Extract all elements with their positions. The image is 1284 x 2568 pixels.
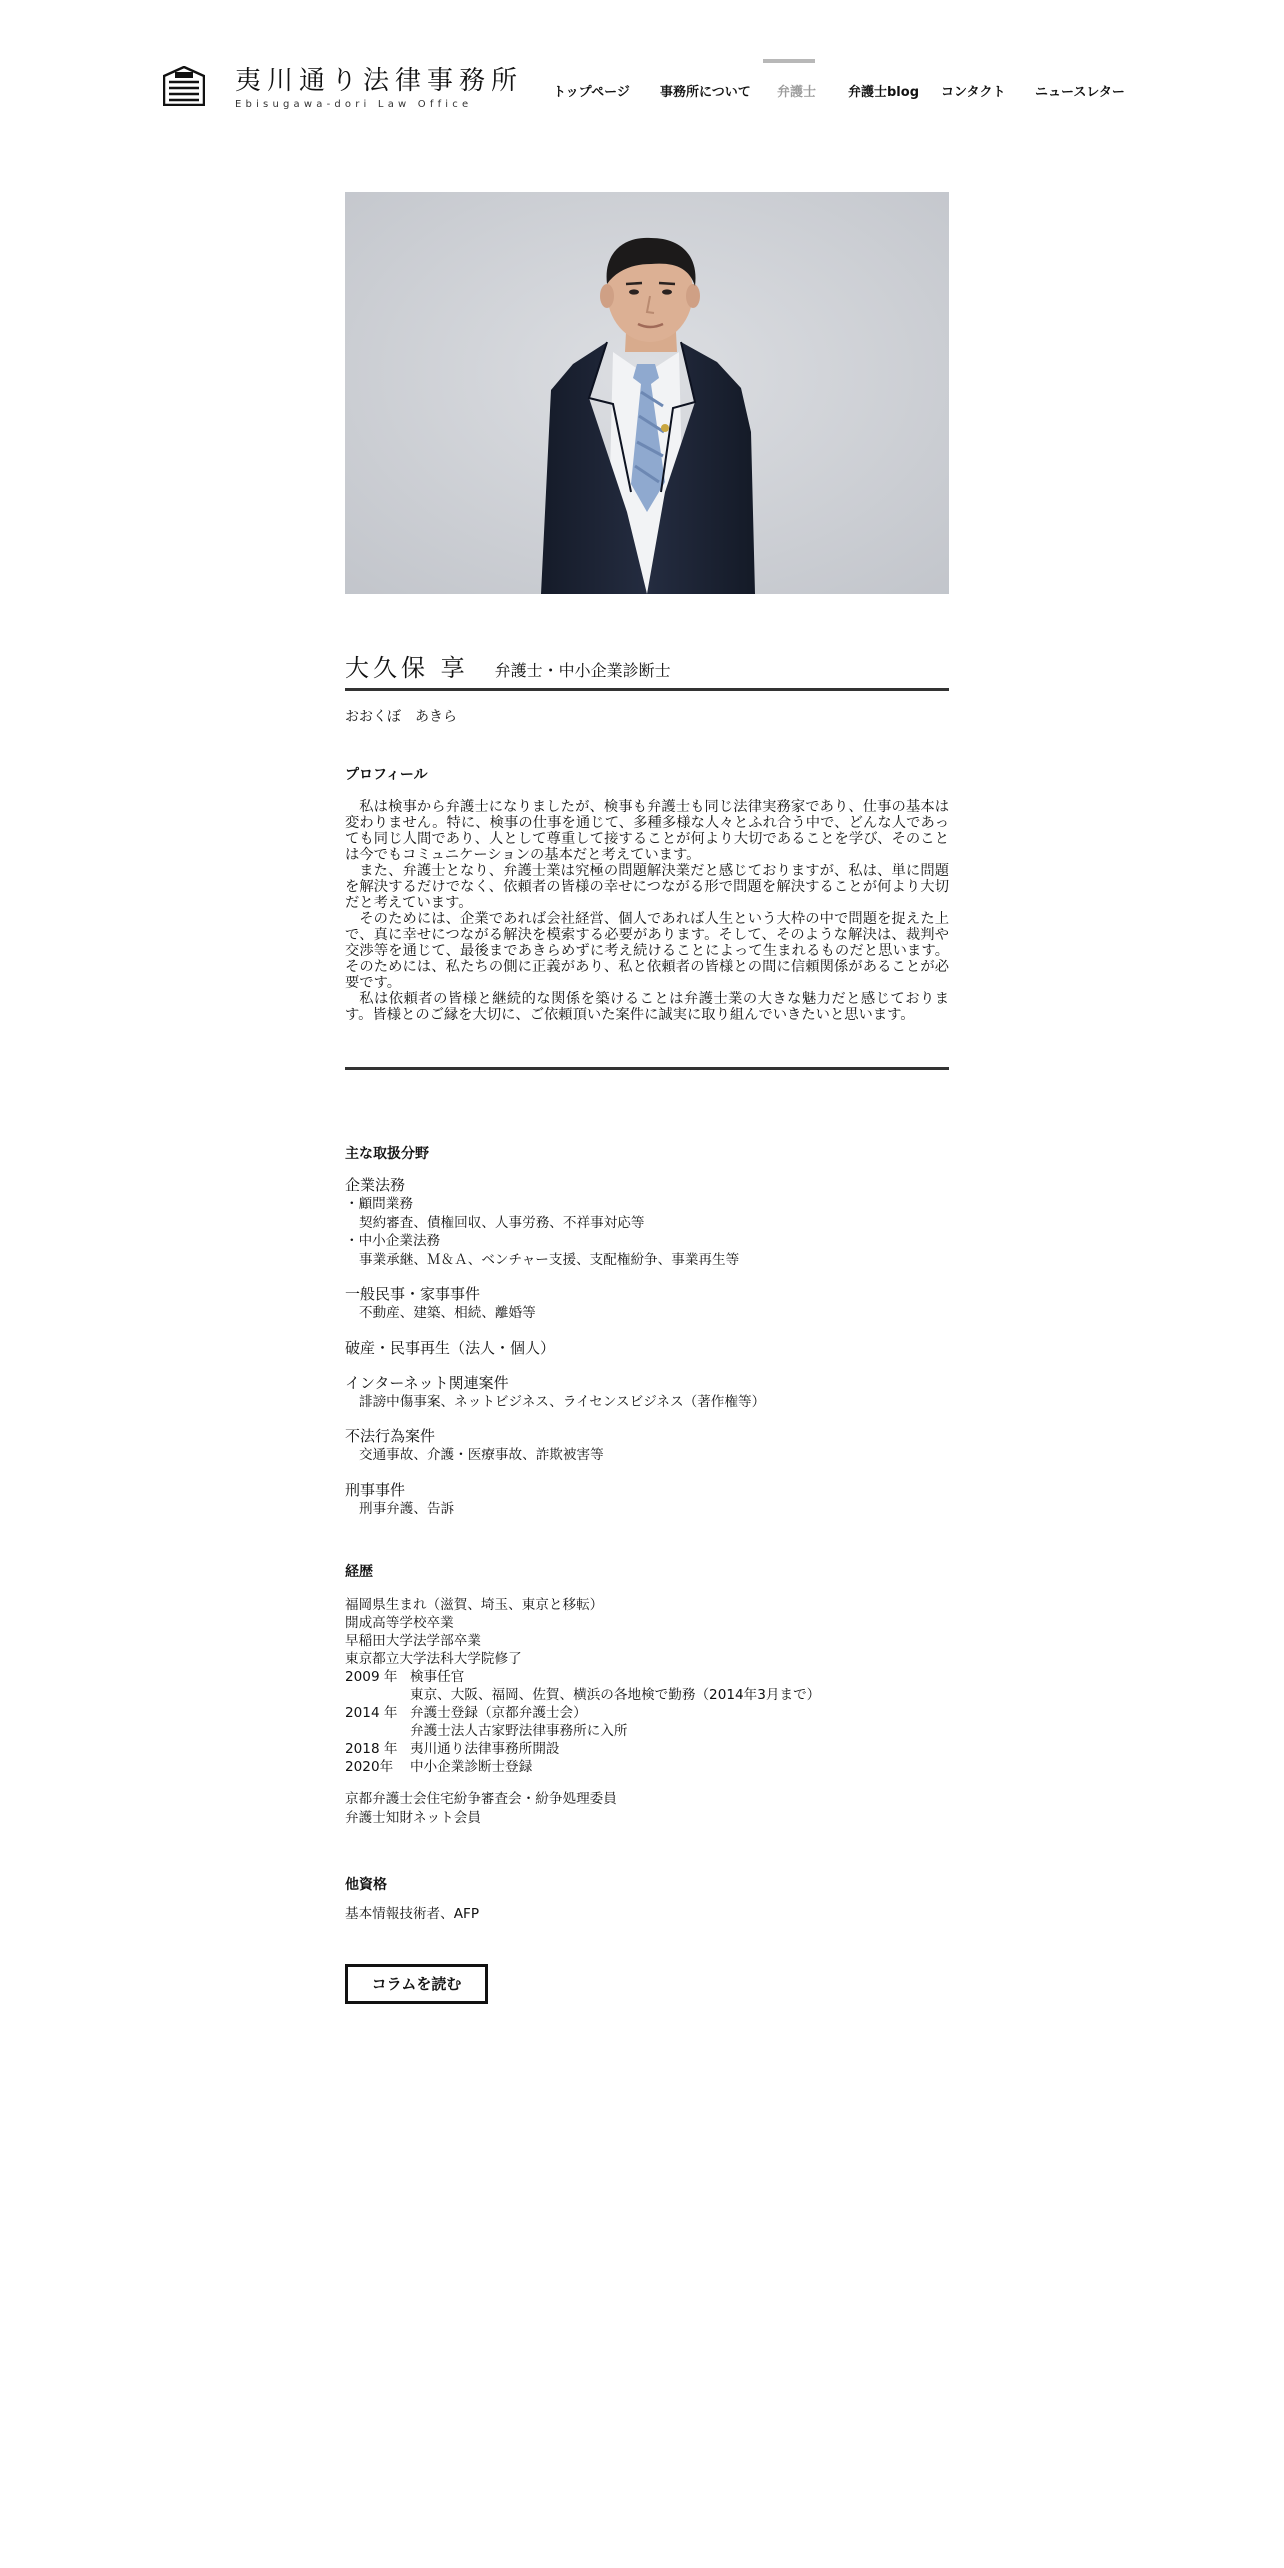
practice-line: 事業承継、Ｍ＆Ａ、ベンチャー支援、支配権紛争、事業再生等	[359, 1251, 740, 1268]
practice-group	[345, 1285, 949, 1323]
career-row	[345, 1668, 949, 1686]
practice-line: ・中小企業法務	[345, 1233, 441, 1249]
lawyer-portrait-photo	[345, 192, 949, 594]
lawyer-name-kana: おおくぼ あきら	[345, 709, 457, 725]
lawyer-title: 弁護士・中小企業診断士	[494, 661, 671, 680]
profile-heading: プロフィール	[345, 767, 428, 783]
nav-item-lawyers[interactable]: 弁護士	[777, 85, 817, 100]
nav-item-contact[interactable]: コンタクト	[941, 85, 1006, 100]
career-year: 2020年	[345, 1759, 394, 1775]
practice-group	[345, 1427, 949, 1465]
career-row	[345, 1650, 949, 1668]
nav-item-blog[interactable]: 弁護士blog	[848, 85, 919, 100]
practice-line: 不動産、建築、相続、離婚等	[359, 1305, 536, 1321]
career-row	[345, 1632, 949, 1650]
practice-group	[345, 1339, 949, 1358]
practice-title: 一般民事・家事事件	[345, 1285, 481, 1303]
practice-title: 企業法務	[345, 1176, 406, 1194]
divider	[345, 688, 949, 691]
lawyer-profile-content	[345, 648, 949, 2004]
membership-list	[345, 1790, 949, 1827]
career-text: 夷川通り法律事務所開設	[410, 1741, 560, 1757]
practice-line: 契約審査、債権回収、人事労務、不祥事対応等	[359, 1214, 645, 1231]
membership-item: 京都弁護士会住宅紛争審査会・紛争処理委員	[345, 1791, 617, 1807]
career-heading: 経歴	[345, 1564, 373, 1580]
practice-line: 誹謗中傷事案、ネットビジネス、ライセンスビジネス（著作権等）	[359, 1393, 766, 1410]
brand-title: 夷川通り法律事務所	[235, 66, 524, 96]
career-row	[345, 1614, 949, 1632]
button-row	[345, 1964, 949, 2004]
nav-active-indicator	[763, 59, 815, 63]
practice-heading: 主な取扱分野	[345, 1146, 429, 1162]
profile-paragraph: そのためには、企業であれば会社経営、個人であれば人生という大枠の中で問題を捉えた上で、真に幸せにつながる解決を模索する必要があります。そして、そのような解決は、裁判や交渉等を通じて、最後まであきらめずに考え続けることによって生まれるものだと思います。そのためには、私たちの側に正義があり、私と依頼者の皆様との間に信頼関係があることが必要です。	[345, 911, 949, 991]
portrait-image	[345, 192, 949, 594]
law-office-logo-mark-icon	[163, 66, 205, 106]
read-column-button[interactable]: コラムを読む	[345, 1964, 488, 2004]
career-text: 開成高等学校卒業	[345, 1615, 454, 1631]
career-text: 東京都立大学法科大学院修了	[345, 1651, 522, 1667]
career-text: 早稲田大学法学部卒業	[345, 1633, 481, 1649]
career-text: 検事任官	[410, 1669, 465, 1685]
profile-paragraph: 私は依頼者の皆様と継続的な関係を築けることは弁護士業の大きな魅力だと感じております。皆様とのご縁を大切に、ご依頼頂いた案件に誠実に取り組んでいきたいと思います。	[345, 991, 949, 1023]
career-row	[345, 1740, 949, 1758]
career-row	[345, 1704, 949, 1722]
career-year: 2018 年	[345, 1741, 398, 1757]
site-logo[interactable]	[163, 66, 523, 112]
name-row	[345, 648, 949, 688]
brand-subtitle: Ebisugawa-dori Law Office	[235, 99, 473, 110]
practice-line: 交通事故、介護・医療事故、詐欺被害等	[359, 1447, 604, 1463]
practice-list	[345, 1176, 949, 1518]
practice-group	[345, 1176, 949, 1269]
nav-item-top[interactable]: トップページ	[553, 85, 630, 100]
career-text: 弁護士法人古家野法律事務所に入所	[410, 1723, 628, 1739]
practice-title: 破産・民事再生（法人・個人）	[345, 1338, 556, 1357]
practice-line: 刑事弁護、告訴	[359, 1500, 455, 1517]
practice-title: 刑事事件	[345, 1480, 406, 1499]
career-text: 東京、大阪、福岡、佐賀、横浜の各地検で勤務（2014年3月まで）	[410, 1687, 821, 1703]
divider	[345, 1067, 949, 1070]
career-text: 弁護士登録（京都弁護士会）	[410, 1705, 587, 1721]
career-row	[345, 1722, 949, 1740]
qualifications-text: 基本情報技術者、AFP	[345, 1906, 480, 1922]
career-year: 2009 年	[345, 1669, 398, 1685]
practice-line: ・顧問業務	[345, 1196, 413, 1212]
practice-group	[345, 1374, 949, 1412]
profile-paragraph: また、弁護士となり、弁護士業は究極の問題解決業だと感じておりますが、私は、単に問題を解決するだけでなく、依頼者の皆様の幸せにつながる形で問題を解決することが何より大切だと考えています。	[345, 863, 949, 911]
practice-group	[345, 1481, 949, 1519]
career-text: 福岡県生まれ（滋賀、埼玉、東京と移転）	[345, 1597, 604, 1613]
nav-item-newsletter[interactable]: ニュースレター	[1035, 85, 1125, 100]
career-row	[345, 1758, 949, 1776]
qualifications-heading: 他資格	[345, 1877, 387, 1893]
nav-item-about[interactable]: 事務所について	[660, 85, 751, 100]
career-text: 中小企業診断士登録	[410, 1759, 533, 1775]
career-row	[345, 1686, 949, 1704]
site-header	[0, 0, 1284, 140]
membership-item: 弁護士知財ネット会員	[345, 1809, 481, 1826]
career-list	[345, 1596, 949, 1776]
practice-title: インターネット関連案件	[345, 1373, 509, 1392]
career-row	[345, 1596, 949, 1614]
profile-paragraph: 私は検事から弁護士になりましたが、検事も弁護士も同じ法律実務家であり、仕事の基本は変わりません。特に、検事の仕事を通じて、多種多様な人々とふれ合う中で、どんな人であっても同じ人間であり、人として尊重して接することが何より大切であることを学び、そのことは今でもコミュニケーションの基本だと考えています。	[345, 799, 949, 863]
profile-body	[345, 799, 949, 1023]
practice-title: 不法行為案件	[345, 1427, 436, 1445]
lawyer-name: 大久保 享	[345, 654, 469, 682]
career-year: 2014 年	[345, 1705, 398, 1721]
